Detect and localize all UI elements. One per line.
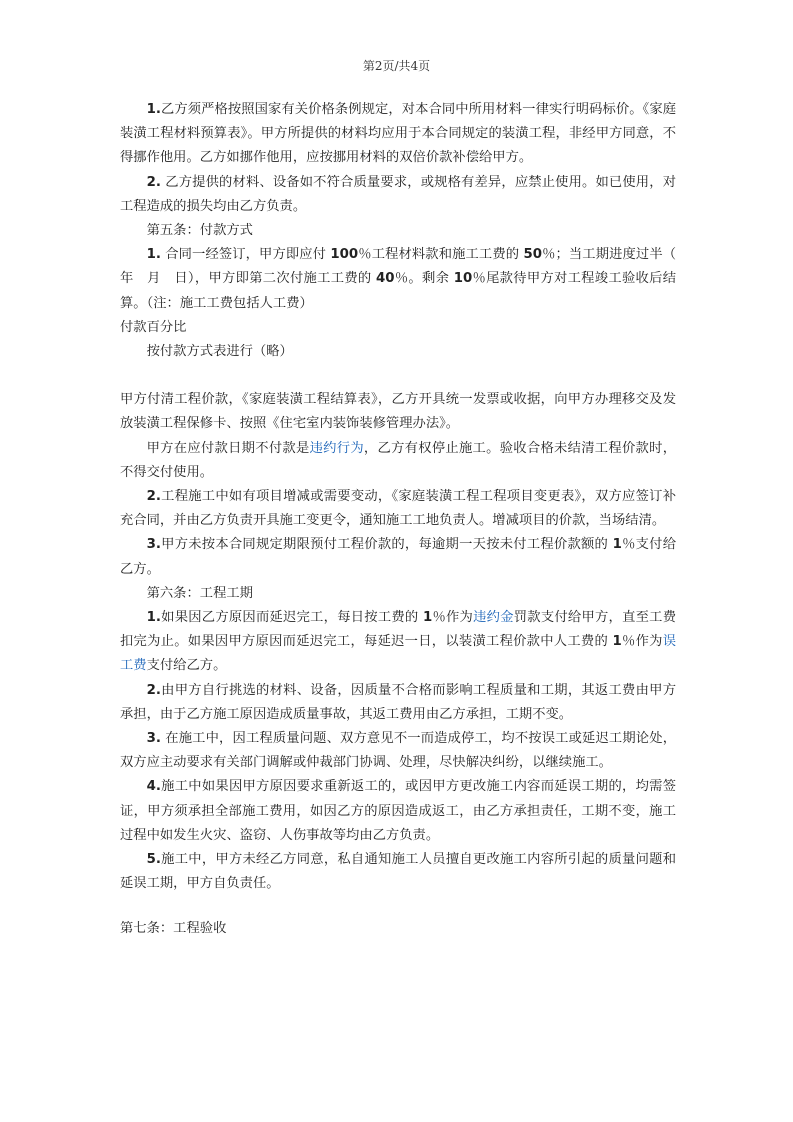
item-number: 1.	[146, 610, 161, 626]
paragraph-text: ％。剩余	[394, 271, 454, 287]
section-title-schedule: 第六条：工程工期	[146, 585, 253, 601]
paragraph-text: ％支付给乙方。	[120, 537, 677, 577]
item-number: 4.	[146, 779, 161, 795]
clause-paragraph	[120, 437, 676, 485]
paragraph-text: ％作为	[621, 634, 663, 650]
item-number: 3.	[146, 537, 161, 553]
percent-value: 40	[376, 271, 395, 287]
payment-table-note: 按付款方式表进行（略）	[146, 344, 293, 360]
paragraph-text: 乙方须严格按照国家有关价格条例规定，对本合同中所用材料一律实行明码标价。《家庭装潢工程材料预算表》。甲方所提供的材料均应用于本合同规定的装潢工程，非经甲方同意，不得挪作他用。乙方如挪作他用，应按挪用材料的双倍价款补偿给甲方。	[120, 102, 676, 166]
clause-paragraph	[120, 775, 676, 848]
item-number: 1.	[146, 247, 161, 263]
penalty-link[interactable]: 违约金	[473, 610, 514, 626]
clause-paragraph	[120, 485, 676, 533]
paragraph-text: 合同一经签订，甲方即应付	[160, 247, 331, 263]
section-title-acceptance: 第七条：工程验收	[120, 920, 227, 936]
paragraph-text: 工程施工中如有项目增减或需要变动，《家庭装潢工程工程项目变更表》，双方应签订补充合同，并由乙方负责开具施工变更令，通知施工工地负责人。增减项目的价款，当场结清。	[120, 489, 676, 529]
paragraph-text: ％工程材料款和施工工费的	[358, 247, 524, 263]
item-number: 2.	[146, 489, 161, 505]
paragraph-text: ％作为	[432, 610, 474, 626]
clause-paragraph: 甲方付清工程价款，《家庭装潢工程结算表》，乙方开具统一发票或收据，向甲方办理移交及发放装潢工程保修卡、按照《住宅室内装饰装修管理办法》。	[120, 392, 676, 432]
page-indicator: 第2页/共4页	[362, 59, 431, 73]
item-number: 1.	[146, 102, 161, 117]
paragraph-text: 施工中，甲方未经乙方同意，私自通知施工人员擅自更改施工内容所引起的质量问题和延误工期，甲方自负责任。	[120, 852, 676, 892]
paragraph-text: ，乙方有权停止施工。验收合格未结清工程价款时，不得交付使用。	[120, 440, 677, 480]
paragraph-text: 乙方提供的材料、设备如不符合质量要求，或规格有差异，应禁止使用。如已使用，对工程造成的损失均由乙方负责。	[120, 174, 676, 214]
payment-percentage-label: 付款百分比	[120, 319, 187, 335]
paragraph-text: ％尾款待甲方对工程竣工验收后结算。（注：施工工费包括人工费）	[120, 271, 677, 311]
paragraph-text: 施工中如果因甲方原因要求重新返工的，或因甲方更改施工内容而延误工期的，均需签证，甲方须承担全部施工费用，如因乙方的原因造成返工，由乙方承担责任，工期不变，施工过程中如发生火灾、盗窃、人伤事故等均由乙方负责。	[120, 779, 676, 843]
paragraph-text: 如果因乙方原因而延迟完工，每日按工费的	[160, 610, 423, 626]
spacer	[120, 364, 676, 388]
percent-value: 50	[523, 247, 542, 263]
item-number: 2.	[146, 682, 161, 698]
clause-paragraph	[120, 848, 676, 896]
spacer	[120, 897, 676, 917]
clause-paragraph	[120, 533, 676, 581]
paragraph-text: ％；当工期进度过半（ 年 月 日），甲方即第二次付施工工费的	[120, 247, 690, 287]
clause-paragraph	[120, 606, 676, 679]
paragraph-text: 甲方在应付款日期不付款是	[146, 440, 310, 456]
paragraph-text: 在施工中，因工程质量问题、双方意见不一而造成停工，均不按误工或延迟工期论处，双方应主动要求有关部门调解或仲裁部门协调、处理，尽快解决纠纷，以继续施工。	[120, 731, 676, 771]
clause-paragraph	[120, 98, 676, 171]
percent-value: 10	[453, 271, 473, 287]
paragraph-text: 甲方未按本合同规定期限预付工程价款的，每逾期一天按未付工程价款额的	[160, 537, 613, 553]
clause-paragraph	[120, 171, 676, 219]
item-number: 3.	[146, 731, 161, 747]
delay-compensation-link[interactable]: 误工费	[120, 634, 677, 674]
clause-paragraph	[120, 727, 676, 775]
section-title-payment: 第五条：付款方式	[146, 223, 253, 239]
percent-value: 1	[612, 634, 622, 650]
item-number: 2.	[146, 174, 161, 190]
clause-paragraph	[120, 243, 690, 316]
percent-value: 1	[422, 610, 433, 626]
clause-paragraph	[120, 679, 676, 727]
percent-value: 100	[330, 247, 359, 263]
paragraph-text: 由甲方自行挑选的材料、设备，因质量不合格而影响工程质量和工期，其返工费由甲方承担，由于乙方施工原因造成质量事故，其返工费用由乙方承担，工期不变。	[120, 682, 676, 722]
percent-value: 1	[612, 537, 622, 553]
breach-link[interactable]: 违约行为	[309, 440, 364, 456]
document-body	[120, 98, 690, 941]
paragraph-text: 支付给乙方。	[146, 658, 227, 674]
item-number: 5.	[146, 852, 161, 868]
paragraph-text: 罚款支付给甲方，直至工费扣完为止。如果因甲方原因而延迟完工，每延迟一日，以装潢工程价款中人工费的	[120, 610, 677, 650]
